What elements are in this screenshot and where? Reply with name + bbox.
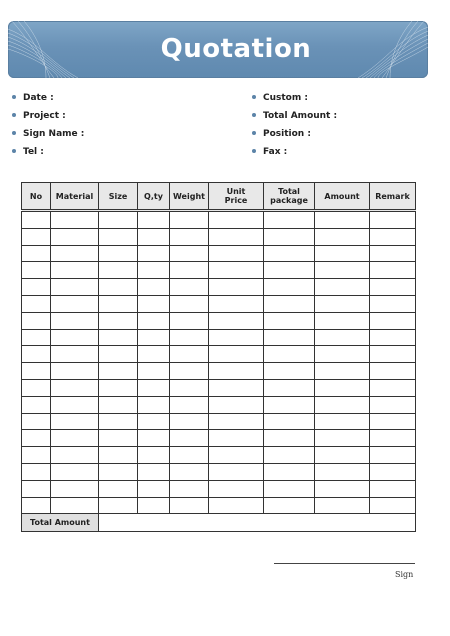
table-cell[interactable] (315, 430, 370, 447)
table-cell[interactable] (22, 463, 51, 480)
table-cell[interactable] (51, 430, 99, 447)
table-cell[interactable] (138, 228, 170, 245)
table-cell[interactable] (51, 463, 99, 480)
table-cell[interactable] (138, 497, 170, 514)
table-cell[interactable] (99, 447, 138, 464)
table-cell[interactable] (22, 396, 51, 413)
table-cell[interactable] (315, 379, 370, 396)
table-cell[interactable] (209, 211, 264, 229)
table-cell[interactable] (170, 379, 209, 396)
info-label: Custom : (263, 93, 308, 103)
table-cell[interactable] (209, 262, 264, 279)
signature-line[interactable] (274, 563, 415, 564)
table-cell[interactable] (138, 463, 170, 480)
title-banner (8, 21, 428, 78)
info-right-column (252, 89, 337, 161)
table-cell[interactable] (51, 396, 99, 413)
table-cell[interactable] (99, 346, 138, 363)
table-cell[interactable] (170, 228, 209, 245)
table-row (22, 262, 416, 279)
bullet-icon (252, 149, 256, 153)
table-cell[interactable] (170, 245, 209, 262)
table-cell[interactable] (170, 480, 209, 497)
table-cell[interactable] (22, 363, 51, 380)
table-row (22, 497, 416, 514)
table-cell[interactable] (51, 228, 99, 245)
table-row (22, 480, 416, 497)
table-cell[interactable] (51, 329, 99, 346)
table-cell[interactable] (315, 363, 370, 380)
table-cell[interactable] (138, 447, 170, 464)
info-label: Total Amount : (263, 111, 338, 121)
table-cell[interactable] (138, 346, 170, 363)
table-cell[interactable] (264, 379, 315, 396)
table-cell[interactable] (315, 211, 370, 229)
page-title: Quotation (160, 34, 312, 64)
table-cell[interactable] (264, 329, 315, 346)
table-cell[interactable] (370, 463, 416, 480)
table-cell[interactable] (315, 396, 370, 413)
column-header: Total package (264, 183, 315, 211)
info-fax (252, 143, 337, 161)
table-cell[interactable] (315, 312, 370, 329)
table-cell[interactable] (51, 497, 99, 514)
column-header: Unit Price (209, 183, 264, 211)
table-cell[interactable] (51, 480, 99, 497)
table-cell[interactable] (315, 279, 370, 296)
table-cell[interactable] (170, 262, 209, 279)
column-header: Size (99, 183, 138, 211)
table-cell[interactable] (51, 346, 99, 363)
table-cell[interactable] (138, 396, 170, 413)
table-cell[interactable] (22, 379, 51, 396)
table-cell[interactable] (99, 363, 138, 380)
table-cell[interactable] (315, 228, 370, 245)
table-cell[interactable] (99, 312, 138, 329)
table-cell[interactable] (315, 245, 370, 262)
table-cell[interactable] (170, 396, 209, 413)
table-cell[interactable] (315, 413, 370, 430)
table-cell[interactable] (315, 497, 370, 514)
info-custom (252, 89, 337, 107)
info-label: Position : (263, 129, 311, 139)
table-cell[interactable] (138, 379, 170, 396)
total-amount-cell[interactable] (99, 514, 416, 532)
table-cell[interactable] (264, 295, 315, 312)
table-cell[interactable] (264, 480, 315, 497)
info-sign-name (12, 125, 84, 143)
table-row (22, 312, 416, 329)
table-cell[interactable] (22, 447, 51, 464)
table-cell[interactable] (370, 379, 416, 396)
table-cell[interactable] (99, 497, 138, 514)
table-cell[interactable] (209, 480, 264, 497)
table-cell[interactable] (22, 346, 51, 363)
table-cell[interactable] (51, 312, 99, 329)
table-row (22, 346, 416, 363)
info-total-amount (252, 107, 337, 125)
table-cell[interactable] (209, 396, 264, 413)
table-cell[interactable] (209, 295, 264, 312)
table-cell[interactable] (264, 346, 315, 363)
sign-label: Sign (395, 570, 414, 579)
column-header: Remark (370, 183, 416, 211)
table-cell[interactable] (370, 312, 416, 329)
table-row (22, 211, 416, 229)
table-cell[interactable] (209, 497, 264, 514)
table-cell[interactable] (138, 480, 170, 497)
info-left-column (12, 89, 84, 161)
table-cell[interactable] (22, 312, 51, 329)
info-label: Project : (23, 111, 66, 121)
total-row (22, 514, 416, 532)
table-cell[interactable] (99, 430, 138, 447)
table-cell[interactable] (99, 396, 138, 413)
table-cell[interactable] (22, 211, 51, 229)
table-cell[interactable] (370, 396, 416, 413)
table-cell[interactable] (51, 295, 99, 312)
table-cell[interactable] (138, 363, 170, 380)
table-header-row (22, 183, 416, 211)
table-cell[interactable] (370, 480, 416, 497)
table-cell[interactable] (22, 413, 51, 430)
table-cell[interactable] (99, 463, 138, 480)
table-cell[interactable] (51, 211, 99, 229)
column-header: Weight (170, 183, 209, 211)
table-cell[interactable] (99, 413, 138, 430)
table-cell[interactable] (138, 312, 170, 329)
table-cell[interactable] (170, 211, 209, 229)
table-cell[interactable] (170, 430, 209, 447)
table-cell[interactable] (99, 329, 138, 346)
table-cell[interactable] (370, 262, 416, 279)
bullet-icon (12, 113, 16, 117)
table-cell[interactable] (370, 228, 416, 245)
table-row (22, 279, 416, 296)
column-header: Amount (315, 183, 370, 211)
table-cell[interactable] (264, 211, 315, 229)
table-cell[interactable] (51, 447, 99, 464)
table-cell[interactable] (170, 497, 209, 514)
table-cell[interactable] (264, 245, 315, 262)
table-cell[interactable] (370, 295, 416, 312)
table-cell[interactable] (209, 245, 264, 262)
table-cell[interactable] (99, 245, 138, 262)
table-cell[interactable] (209, 430, 264, 447)
info-label: Fax : (263, 147, 288, 157)
table-cell[interactable] (315, 262, 370, 279)
table-cell[interactable] (370, 211, 416, 229)
table-cell[interactable] (138, 430, 170, 447)
quotation-table (21, 182, 416, 532)
table-cell[interactable] (209, 463, 264, 480)
table-cell[interactable] (22, 329, 51, 346)
table-row (22, 396, 416, 413)
table-cell[interactable] (22, 262, 51, 279)
table-cell[interactable] (22, 480, 51, 497)
table-cell[interactable] (370, 363, 416, 380)
info-label: Date : (23, 93, 54, 103)
table-cell[interactable] (264, 447, 315, 464)
table-cell[interactable] (264, 396, 315, 413)
table-cell[interactable] (370, 329, 416, 346)
table-cell[interactable] (370, 447, 416, 464)
bullet-icon (252, 131, 256, 135)
table-cell[interactable] (170, 329, 209, 346)
table-cell[interactable] (51, 363, 99, 380)
table-cell[interactable] (51, 262, 99, 279)
table-cell[interactable] (22, 430, 51, 447)
table-cell[interactable] (99, 295, 138, 312)
table-cell[interactable] (264, 430, 315, 447)
table-cell[interactable] (138, 295, 170, 312)
table-cell[interactable] (264, 413, 315, 430)
table-cell[interactable] (209, 279, 264, 296)
table-cell[interactable] (138, 211, 170, 229)
table-cell[interactable] (22, 279, 51, 296)
table-cell[interactable] (22, 295, 51, 312)
table-cell[interactable] (264, 463, 315, 480)
total-amount-label: Total Amount (22, 514, 99, 532)
table-cell[interactable] (315, 480, 370, 497)
table-row (22, 228, 416, 245)
table-cell[interactable] (370, 413, 416, 430)
table-cell[interactable] (315, 346, 370, 363)
table-cell[interactable] (209, 413, 264, 430)
table-row (22, 447, 416, 464)
table-cell[interactable] (138, 329, 170, 346)
table-cell[interactable] (138, 245, 170, 262)
table-cell[interactable] (99, 379, 138, 396)
table-cell[interactable] (209, 228, 264, 245)
table-cell[interactable] (370, 346, 416, 363)
table-cell[interactable] (99, 262, 138, 279)
table-cell[interactable] (51, 245, 99, 262)
bullet-icon (12, 131, 16, 135)
table-cell[interactable] (209, 329, 264, 346)
table-cell[interactable] (99, 211, 138, 229)
table-cell[interactable] (370, 497, 416, 514)
table-cell[interactable] (264, 228, 315, 245)
table-cell[interactable] (138, 413, 170, 430)
table-cell[interactable] (264, 497, 315, 514)
bullet-icon (252, 95, 256, 99)
table-cell[interactable] (51, 279, 99, 296)
column-header: Material (51, 183, 99, 211)
table-cell[interactable] (315, 463, 370, 480)
bullet-icon (12, 149, 16, 153)
table-row (22, 379, 416, 396)
info-project (12, 107, 84, 125)
table-cell[interactable] (370, 279, 416, 296)
table-cell[interactable] (170, 447, 209, 464)
info-label: Sign Name : (23, 129, 85, 139)
table-row (22, 245, 416, 262)
table-row (22, 295, 416, 312)
table-cell[interactable] (22, 228, 51, 245)
table-cell[interactable] (315, 295, 370, 312)
table-cell[interactable] (209, 379, 264, 396)
column-header: No (22, 183, 51, 211)
info-label: Tel : (23, 147, 44, 157)
table-cell[interactable] (209, 363, 264, 380)
table-cell[interactable] (264, 363, 315, 380)
table-cell[interactable] (170, 346, 209, 363)
table-cell[interactable] (209, 312, 264, 329)
table-cell[interactable] (138, 279, 170, 296)
info-tel (12, 143, 84, 161)
table-cell[interactable] (22, 497, 51, 514)
table-cell[interactable] (99, 279, 138, 296)
table-cell[interactable] (51, 379, 99, 396)
table-cell[interactable] (370, 430, 416, 447)
table-cell[interactable] (264, 262, 315, 279)
table-cell[interactable] (315, 329, 370, 346)
info-date (12, 89, 84, 107)
table-cell[interactable] (170, 363, 209, 380)
table-cell[interactable] (170, 463, 209, 480)
table-cell[interactable] (170, 279, 209, 296)
table-cell[interactable] (51, 413, 99, 430)
table-row (22, 463, 416, 480)
table-cell[interactable] (99, 228, 138, 245)
table-row (22, 363, 416, 380)
table-row (22, 413, 416, 430)
table-row (22, 329, 416, 346)
column-header: Q,ty (138, 183, 170, 211)
info-position (252, 125, 337, 143)
table-cell[interactable] (99, 480, 138, 497)
table-cell[interactable] (209, 447, 264, 464)
table-cell[interactable] (264, 279, 315, 296)
table-cell[interactable] (264, 312, 315, 329)
table-row (22, 430, 416, 447)
table-cell[interactable] (138, 262, 170, 279)
table-cell[interactable] (209, 346, 264, 363)
table-cell[interactable] (170, 312, 209, 329)
table-cell[interactable] (370, 245, 416, 262)
bullet-icon (12, 95, 16, 99)
table-cell[interactable] (170, 295, 209, 312)
table-cell[interactable] (315, 447, 370, 464)
bullet-icon (252, 113, 256, 117)
table-cell[interactable] (22, 245, 51, 262)
table-cell[interactable] (170, 413, 209, 430)
